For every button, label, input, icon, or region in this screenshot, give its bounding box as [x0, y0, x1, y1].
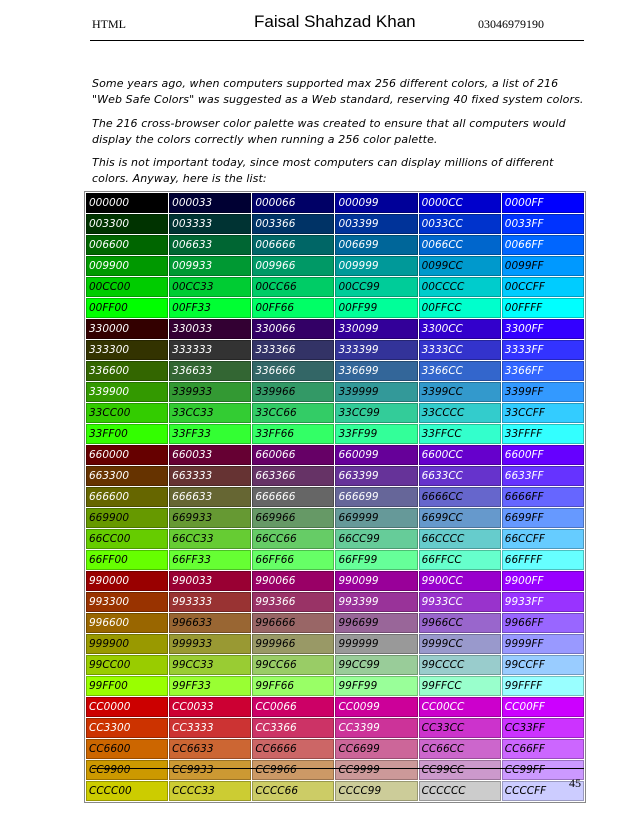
color-cell: 99FF66 — [252, 676, 334, 696]
color-cell: 9999CC — [419, 634, 501, 654]
color-cell: 330066 — [252, 319, 334, 339]
color-cell: 66FF00 — [86, 550, 168, 570]
color-cell: CC6600 — [86, 739, 168, 759]
color-cell: 3300CC — [419, 319, 501, 339]
color-cell: 9900FF — [502, 571, 584, 591]
color-cell: 339933 — [169, 382, 251, 402]
page-number: 45 — [569, 776, 581, 790]
color-cell: 33FFCC — [419, 424, 501, 444]
color-cell: CC33CC — [419, 718, 501, 738]
color-cell: 663399 — [335, 466, 417, 486]
color-cell: 33CC33 — [169, 403, 251, 423]
color-cell: 660000 — [86, 445, 168, 465]
color-cell: CC3333 — [169, 718, 251, 738]
color-cell: 66FF33 — [169, 550, 251, 570]
color-cell: 336666 — [252, 361, 334, 381]
color-cell: 33CCFF — [502, 403, 584, 423]
color-cell: 000066 — [252, 193, 334, 213]
color-cell: 33FF00 — [86, 424, 168, 444]
color-cell: 3366FF — [502, 361, 584, 381]
color-cell: 999966 — [252, 634, 334, 654]
color-cell: 33CC66 — [252, 403, 334, 423]
color-cell: 99CC99 — [335, 655, 417, 675]
color-cell: CC3300 — [86, 718, 168, 738]
color-cell: 3333FF — [502, 340, 584, 360]
color-cell: 666666 — [252, 487, 334, 507]
color-cell: CC3366 — [252, 718, 334, 738]
color-cell: CC0099 — [335, 697, 417, 717]
color-cell: 3333CC — [419, 340, 501, 360]
color-cell: 33FFFF — [502, 424, 584, 444]
color-table-body — [86, 193, 584, 801]
color-cell: 006666 — [252, 235, 334, 255]
color-cell: 66CC00 — [86, 529, 168, 549]
color-cell: 003300 — [86, 214, 168, 234]
color-cell: 996633 — [169, 613, 251, 633]
color-cell: 333300 — [86, 340, 168, 360]
color-cell: 3399FF — [502, 382, 584, 402]
color-cell: 333399 — [335, 340, 417, 360]
color-cell: 9933CC — [419, 592, 501, 612]
color-cell: 33CC99 — [335, 403, 417, 423]
color-cell: CCCCFF — [502, 781, 584, 801]
color-cell: 66CC33 — [169, 529, 251, 549]
color-cell: 993300 — [86, 592, 168, 612]
color-cell: 99CC00 — [86, 655, 168, 675]
table-row — [86, 340, 584, 360]
color-cell: 666699 — [335, 487, 417, 507]
color-cell: 009966 — [252, 256, 334, 276]
table-row — [86, 319, 584, 339]
color-cell: 0033CC — [419, 214, 501, 234]
color-cell: CC6633 — [169, 739, 251, 759]
color-cell: CC66CC — [419, 739, 501, 759]
color-cell: 99FFCC — [419, 676, 501, 696]
color-cell: 000099 — [335, 193, 417, 213]
table-row — [86, 592, 584, 612]
table-row — [86, 361, 584, 381]
color-cell: 9966CC — [419, 613, 501, 633]
color-cell: 6699CC — [419, 508, 501, 528]
color-cell: 66FFCC — [419, 550, 501, 570]
color-cell: 3300FF — [502, 319, 584, 339]
table-row — [86, 487, 584, 507]
color-cell: 999900 — [86, 634, 168, 654]
color-cell: 999933 — [169, 634, 251, 654]
color-cell: 0033FF — [502, 214, 584, 234]
table-row — [86, 466, 584, 486]
color-cell: 330099 — [335, 319, 417, 339]
color-cell: CC00FF — [502, 697, 584, 717]
color-cell: 9999FF — [502, 634, 584, 654]
color-cell: 339999 — [335, 382, 417, 402]
color-cell: 000033 — [169, 193, 251, 213]
color-cell: 00FF66 — [252, 298, 334, 318]
color-cell: CCCC33 — [169, 781, 251, 801]
color-cell: 99FF99 — [335, 676, 417, 696]
color-cell: 009900 — [86, 256, 168, 276]
color-cell: 669933 — [169, 508, 251, 528]
color-cell: 003366 — [252, 214, 334, 234]
color-cell: CC6666 — [252, 739, 334, 759]
color-cell: CC0000 — [86, 697, 168, 717]
color-cell: 33FF66 — [252, 424, 334, 444]
color-cell: 6666CC — [419, 487, 501, 507]
color-cell: 993399 — [335, 592, 417, 612]
table-row — [86, 529, 584, 549]
color-cell: 66FFFF — [502, 550, 584, 570]
color-cell: 996600 — [86, 613, 168, 633]
table-row — [86, 655, 584, 675]
color-cell: 99CC66 — [252, 655, 334, 675]
header-left-label: HTML — [92, 17, 126, 31]
color-cell: CC9966 — [252, 760, 334, 780]
color-cell: 330033 — [169, 319, 251, 339]
color-cell: CC9933 — [169, 760, 251, 780]
table-row — [86, 445, 584, 465]
color-cell: 99FF00 — [86, 676, 168, 696]
color-cell: 669999 — [335, 508, 417, 528]
color-cell: 333333 — [169, 340, 251, 360]
color-cell: 00CC99 — [335, 277, 417, 297]
table-row — [86, 256, 584, 276]
color-cell: CCCC66 — [252, 781, 334, 801]
color-cell: 0099FF — [502, 256, 584, 276]
list-intro-paragraph: This is not important today, since most computers can display millions of different colors. Anyway, here is the list: — [92, 156, 554, 185]
color-cell: 999999 — [335, 634, 417, 654]
color-cell: 33CCCC — [419, 403, 501, 423]
color-cell: 66FF66 — [252, 550, 334, 570]
color-cell: 00CC00 — [86, 277, 168, 297]
color-cell: 0000FF — [502, 193, 584, 213]
color-cell: 660033 — [169, 445, 251, 465]
color-cell: 333366 — [252, 340, 334, 360]
color-cell: CC66FF — [502, 739, 584, 759]
color-cell: CC99FF — [502, 760, 584, 780]
color-cell: 663333 — [169, 466, 251, 486]
color-cell: CC00CC — [419, 697, 501, 717]
color-cell: 99FF33 — [169, 676, 251, 696]
color-cell: 663300 — [86, 466, 168, 486]
page-header — [90, 10, 584, 41]
color-cell: 9933FF — [502, 592, 584, 612]
color-cell: 0066FF — [502, 235, 584, 255]
table-row — [86, 571, 584, 591]
color-cell: 00FF33 — [169, 298, 251, 318]
color-cell: CC0033 — [169, 697, 251, 717]
color-cell: 996666 — [252, 613, 334, 633]
header-phone-number: 03046979190 — [478, 17, 544, 31]
color-cell: 669900 — [86, 508, 168, 528]
color-cell: 99CCFF — [502, 655, 584, 675]
color-cell: 003399 — [335, 214, 417, 234]
color-cell: 009933 — [169, 256, 251, 276]
color-cell: CC3399 — [335, 718, 417, 738]
color-cell: 003333 — [169, 214, 251, 234]
color-cell: CC99CC — [419, 760, 501, 780]
color-cell: 00CCCC — [419, 277, 501, 297]
table-row — [86, 235, 584, 255]
table-row — [86, 424, 584, 444]
color-cell: 9966FF — [502, 613, 584, 633]
color-cell: 6600FF — [502, 445, 584, 465]
color-cell: 336633 — [169, 361, 251, 381]
color-cell: 6600CC — [419, 445, 501, 465]
color-cell: 0066CC — [419, 235, 501, 255]
color-cell: 993366 — [252, 592, 334, 612]
color-cell: CCCC00 — [86, 781, 168, 801]
color-cell: 993333 — [169, 592, 251, 612]
footer-divider — [92, 768, 584, 769]
color-cell: 00CCFF — [502, 277, 584, 297]
color-cell: 663366 — [252, 466, 334, 486]
color-cell: 6633FF — [502, 466, 584, 486]
table-row — [86, 508, 584, 528]
table-row — [86, 403, 584, 423]
color-cell: 000000 — [86, 193, 168, 213]
color-cell: 6699FF — [502, 508, 584, 528]
color-cell: 00FFFF — [502, 298, 584, 318]
color-cell: 006699 — [335, 235, 417, 255]
color-cell: 66CCFF — [502, 529, 584, 549]
web-safe-color-table — [84, 191, 586, 803]
color-cell: 00FFCC — [419, 298, 501, 318]
color-cell: 009999 — [335, 256, 417, 276]
color-cell: 336600 — [86, 361, 168, 381]
color-cell: 33FF33 — [169, 424, 251, 444]
color-cell: 99CC33 — [169, 655, 251, 675]
color-cell: 0099CC — [419, 256, 501, 276]
color-cell: 66CC99 — [335, 529, 417, 549]
table-row — [86, 550, 584, 570]
color-cell: 00CC66 — [252, 277, 334, 297]
color-cell: 99CCCC — [419, 655, 501, 675]
table-row — [86, 298, 584, 318]
color-cell: 33FF99 — [335, 424, 417, 444]
table-row — [86, 781, 584, 801]
color-cell: 00FF99 — [335, 298, 417, 318]
color-cell: CCCCCC — [419, 781, 501, 801]
table-row — [86, 760, 584, 780]
table-row — [86, 697, 584, 717]
color-cell: 666633 — [169, 487, 251, 507]
color-cell: CC33FF — [502, 718, 584, 738]
table-row — [86, 214, 584, 234]
table-row — [86, 676, 584, 696]
color-cell: 996699 — [335, 613, 417, 633]
table-row — [86, 193, 584, 213]
color-cell: 330000 — [86, 319, 168, 339]
header-author-name: Faisal Shahzad Khan — [254, 12, 416, 31]
color-cell: 660099 — [335, 445, 417, 465]
color-cell: CC9900 — [86, 760, 168, 780]
color-cell: 00FF00 — [86, 298, 168, 318]
color-cell: CC9999 — [335, 760, 417, 780]
intro-paragraph: Some years ago, when computers supported max 256 different colors, a list of 216 "Web Safe Colors" was suggested as a Web standard, reserving 40 fixed system colors. — [92, 77, 584, 106]
color-cell: 990099 — [335, 571, 417, 591]
color-cell: 990000 — [86, 571, 168, 591]
color-cell: 99FFFF — [502, 676, 584, 696]
color-cell: 00CC33 — [169, 277, 251, 297]
color-cell: 66CCCC — [419, 529, 501, 549]
color-cell: 666600 — [86, 487, 168, 507]
table-row — [86, 277, 584, 297]
color-cell: 3399CC — [419, 382, 501, 402]
table-row — [86, 718, 584, 738]
color-cell: 990066 — [252, 571, 334, 591]
color-cell: 0000CC — [419, 193, 501, 213]
color-cell: 33CC00 — [86, 403, 168, 423]
color-cell: CCCC99 — [335, 781, 417, 801]
color-cell: 990033 — [169, 571, 251, 591]
color-cell: 006633 — [169, 235, 251, 255]
table-row — [86, 382, 584, 402]
color-cell: 006600 — [86, 235, 168, 255]
color-cell: 9900CC — [419, 571, 501, 591]
color-cell: CC6699 — [335, 739, 417, 759]
color-cell: 3366CC — [419, 361, 501, 381]
color-cell: 339966 — [252, 382, 334, 402]
color-cell: 660066 — [252, 445, 334, 465]
color-cell: 339900 — [86, 382, 168, 402]
table-row — [86, 634, 584, 654]
color-cell: 66FF99 — [335, 550, 417, 570]
color-cell: 336699 — [335, 361, 417, 381]
table-row — [86, 613, 584, 633]
color-cell: 6633CC — [419, 466, 501, 486]
palette-paragraph: The 216 cross-browser color palette was created to ensure that all computers would display the colors correctly when running a 256 color palette. — [92, 117, 566, 146]
color-cell: CC0066 — [252, 697, 334, 717]
color-cell: 6666FF — [502, 487, 584, 507]
color-cell: 66CC66 — [252, 529, 334, 549]
color-cell: 669966 — [252, 508, 334, 528]
table-row — [86, 739, 584, 759]
